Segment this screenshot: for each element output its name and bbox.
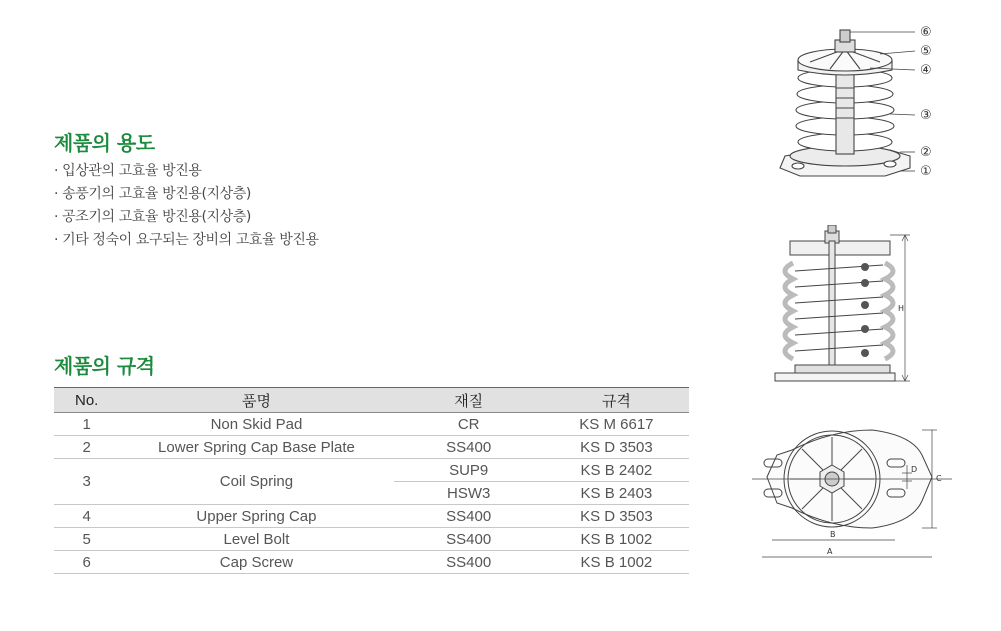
callout-1: ① — [920, 164, 932, 179]
usage-item: · 입상관의 고효율 방진용 — [54, 163, 202, 179]
callout-2: ② — [920, 145, 932, 160]
spec-table — [54, 387, 689, 574]
cell-standard: KS B 2403 — [544, 482, 689, 505]
usage-item: · 송풍기의 고효율 방진용(지상층) — [54, 186, 251, 202]
header-material: 재질 — [394, 388, 544, 413]
side-section-drawing — [765, 225, 915, 390]
cell-standard: KS B 2402 — [544, 459, 689, 482]
cell-no: 4 — [54, 505, 119, 528]
cell-material: SS400 — [394, 505, 544, 528]
table-row — [54, 528, 689, 551]
usage-item: · 기타 정숙이 요구되는 장비의 고효율 방진용 — [54, 232, 319, 248]
table-row — [54, 413, 689, 436]
table-row — [54, 459, 689, 482]
callout-3: ③ — [920, 108, 932, 123]
table-row — [54, 436, 689, 459]
cell-no: 5 — [54, 528, 119, 551]
header-standard: 규격 — [544, 388, 689, 413]
callout-6: ⑥ — [920, 25, 932, 40]
callout-4: ④ — [920, 63, 932, 78]
cell-no: 2 — [54, 436, 119, 459]
cell-material: SS400 — [394, 528, 544, 551]
cell-material: SUP9 — [394, 459, 544, 482]
cell-no: 3 — [54, 459, 119, 505]
cell-name: Non Skid Pad — [119, 413, 393, 436]
cell-standard: KS B 1002 — [544, 551, 689, 574]
usage-title: 제품의 용도 — [54, 131, 155, 155]
table-row — [54, 551, 689, 574]
spec-title: 제품의 규격 — [54, 354, 155, 378]
cell-no: 6 — [54, 551, 119, 574]
cell-name: Cap Screw — [119, 551, 393, 574]
cell-material: CR — [394, 413, 544, 436]
cell-material: SS400 — [394, 436, 544, 459]
dim-c-label: C — [936, 474, 942, 483]
spec-header-row — [54, 388, 689, 413]
cell-name: Lower Spring Cap Base Plate — [119, 436, 393, 459]
cell-name: Upper Spring Cap — [119, 505, 393, 528]
cell-standard: KS D 3503 — [544, 436, 689, 459]
dim-d-label: D — [911, 465, 918, 474]
table-row — [54, 505, 689, 528]
usage-item: · 공조기의 고효율 방진용(지상층) — [54, 209, 251, 225]
cell-standard: KS M 6617 — [544, 413, 689, 436]
dim-h-label: H — [898, 304, 905, 313]
cell-no: 1 — [54, 413, 119, 436]
cell-name: Coil Spring — [119, 459, 393, 505]
cell-name: Level Bolt — [119, 528, 393, 551]
cell-standard: KS D 3503 — [544, 505, 689, 528]
cell-material: HSW3 — [394, 482, 544, 505]
dim-a-label: A — [827, 547, 833, 556]
plan-view-drawing — [752, 425, 952, 570]
spring-isolator-drawing — [760, 18, 960, 193]
dim-b-label: B — [830, 530, 836, 539]
callout-5: ⑤ — [920, 44, 932, 59]
header-no: No. — [54, 388, 119, 413]
cell-material: SS400 — [394, 551, 544, 574]
cell-standard: KS B 1002 — [544, 528, 689, 551]
header-name: 품명 — [119, 388, 393, 413]
usage-list — [54, 160, 319, 252]
